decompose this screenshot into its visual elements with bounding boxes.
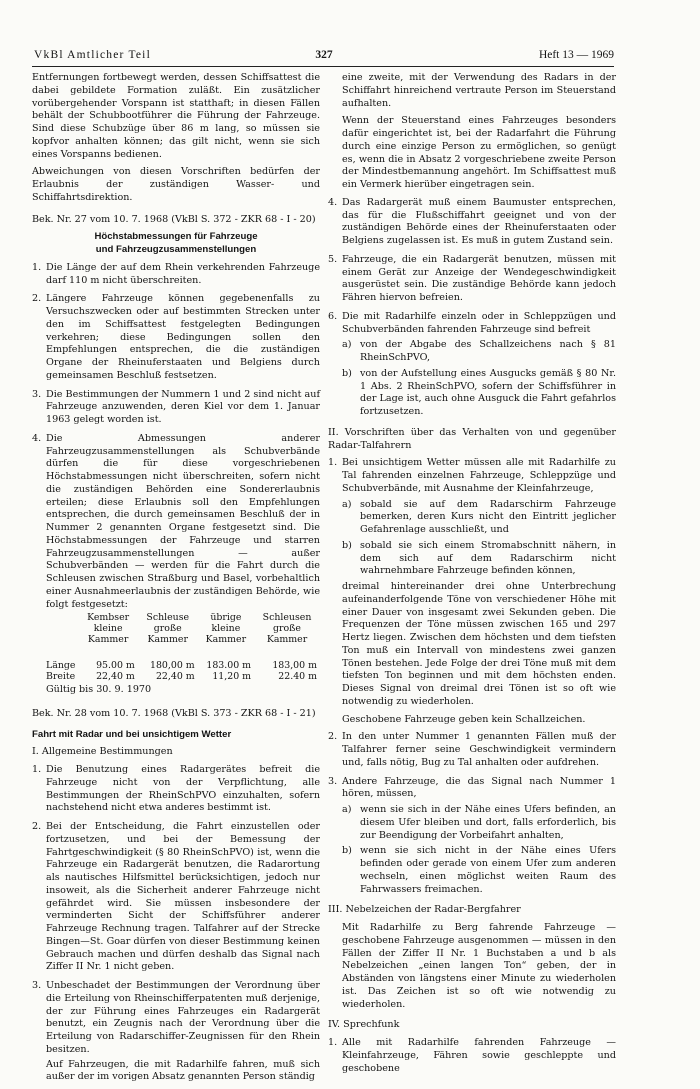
list-item: 2. Bei der Entscheidung, die Fahrt einzustellen oder fortzusetzen, und bei der Bemessung der Fahrtgeschwindigkeit (§ 80 RheinSchPVO) ist, wenn die Fahrzeuge ein Radargerät benutzen, die Radarortung als nautisches Hilfsmittel berücksichtigen, jedoch nur insoweit, als die Sicherheit anderer Fahrzeuge nicht gefährdet wird. Sie müssen insbesondere der verminderten Sicht der Schiffsführer anderer Fahrzeuge Rechnung tragen. Talfahrer auf der Strecke Bingen—St. Goar dürfen von dieser Bestimmung keinen Gebrauch machen und dürfen deshalb das Signal nach Ziffer II Nr. 1 nicht geben. <box>32 821 320 973</box>
list-item: 1. Alle mit Radarhilfe fahrenden Fahrzeuge — Kleinfahrzeuge, Fähren sowie geschleppte und geschobene <box>328 1037 616 1074</box>
right-column <box>328 72 616 1081</box>
list-item: 5. Fahrzeuge, die ein Radargerät benutzen, müssen mit einem Gerät zur Anzeige der Wendegeschwindigkeit ausgerüstet sein. Die zuständige Behörde kann jedoch Fähren hiervon befreien. <box>328 253 616 303</box>
column-header: Kembser kleine Kammer <box>87 612 130 645</box>
sub-item: b) von der Aufstellung eines Ausgucks gemäß § 80 Nr. 1 Abs. 2 RheinSchPVO, sofern der Schiffsführer in der Lage ist, auch ohne Ausguck die Fahrt gefahrlos fortzusetzen. <box>342 367 616 417</box>
paragraph: Abweichungen von diesen Vorschriften bedürfen der Erlaubnis der zuständigen Wasser- und Schiffahrtsdirektion. <box>32 166 320 203</box>
left-column <box>32 72 320 1089</box>
subsection-heading: III. Nebelzeichen der Radar-Bergfahrer <box>328 904 521 916</box>
list-item: 1. Die Benutzung eines Radargerätes befreit die Fahrzeuge nicht von der Verpflichtung, alle Bestimmungen der RheinSchPVO einzuhalten, sofern nachstehend nicht etwa anderes bestimmt ist. <box>32 764 320 814</box>
subsection-heading: I. Allgemeine Bestimmungen <box>32 746 173 758</box>
list-item: 3. Die Bestimmungen der Nummern 1 und 2 sind nicht auf Fahrzeuge anzuwenden, deren Kiel vor dem 1. Januar 1963 gelegt worden ist. <box>32 388 320 425</box>
page-number: 327 <box>315 49 333 61</box>
list-item: 1. Die Länge der auf dem Rhein verkehrenden Fahrzeuge darf 110 m nicht überschreiten. <box>32 261 320 286</box>
sub-item: a) sobald sie auf dem Radarschirm Fahrzeuge bemerken, deren Kurs nicht den Eintritt jeglicher Gefahrenlage ausschließt, und <box>342 498 616 535</box>
validity-note: Gültig bis 30. 9. 1970 <box>46 684 152 696</box>
paragraph: Mit Radarhilfe zu Berg fahrende Fahrzeuge — geschobene Fahrzeuge ausgenommen — müssen in den Fällen der Ziffer II Nr. 1 Buchstaben a und b als Nebelzeichen „einen langen Ton“ geben, der in Abständen von längstens einer Minute zu wiederholen ist. Das Zeichen ist so oft wie notwendig zu wiederholen. <box>342 922 616 1010</box>
list-item: 1. Bei unsichtigem Wetter müssen alle mit Radarhilfe zu Tal fahrenden einzelnen Fahrzeuge, Schleppzüge und Schubverbände, mit Ausnahme der Kleinfahrzeuge, <box>328 457 616 494</box>
sub-item: a) von der Abgabe des Schallzeichens nach § 81 RheinSchPVO, <box>342 339 616 363</box>
journal-title: VkBl Amtlicher Teil <box>34 49 151 61</box>
paragraph: dreimal hintereinander drei ohne Unterbrechung aufeinanderfolgende Töne von verschiedener Höhe mit einer Dauer von insgesamt zwei Sekunden geben. Die Frequenzen der Töne müssen zwischen 165 und 297 Hertz liegen. Zwischen dem höchsten und dem tiefsten Ton muß ein Intervall von mindestens zwei ganzen Tönen bestehen. Jede Folge der drei Töne muß mit dem tiefsten Ton beginnen und mit dem höchsten enden. Dieses Signal von dreimal drei Tönen ist so oft wie notwendig zu wiederholen. <box>342 581 616 707</box>
list-item: 4. Die Abmessungen anderer Fahrzeugzusammenstellungen als Schubverbände dürfen die für diese vorgeschriebenen Höchstabmessungen nicht überschreiten, sofern nicht die zuständigen Behörden eine Sondererlaubnis erteilen; diese Erlaubnis soll den Empfehlungen entsprechen, die durch gemeinsamen Beschluß der in Nummer 2 genannten Organe festgesetzt sind. Die Höchstabmessungen der Fahrzeuge und starren Fahrzeugzusammenstellungen — außer Schubverbänden — werden für die Fahrt durch die Schleusen zwischen Straßburg und Basel, vorbehaltlich einer Ausnahmeerlaubnis der zuständigen Behörde, wie folgt festgesetzt: <box>32 432 320 610</box>
list-item: 2. Längere Fahrzeuge können gegebenenfalls zu Versuchszwecken oder auf bestimmten Strecken unter den im Schiffsattest festgelegten Bedingungen verkehren; diese Bedingungen sollen den Empfehlungen entsprechen, die die zuständigen Organe der Rheinuferstaaten und Belgiens durch gemeinsamen Beschluß festsetzen. <box>32 293 320 381</box>
notice-reference: Bek. Nr. 27 vom 10. 7. 1968 (VkBl S. 372 - ZKR 68 - I - 20) <box>32 213 316 225</box>
subsection-heading: IV. Sprechfunk <box>328 1019 400 1031</box>
sub-item: b) sobald sie sich einem Stromabschnitt nähern, in dem sich auf dem Radarschirm nicht wahrnehmbare Fahrzeuge befinden können, <box>342 539 616 577</box>
notice-reference: Bek. Nr. 28 vom 10. 7. 1968 (VkBl S. 373 - ZKR 68 - I - 21) <box>32 707 316 719</box>
issue-label: Heft 13 — 1969 <box>538 49 614 61</box>
sub-item: b) wenn sie sich nicht in der Nähe eines Ufers befinden oder gerade von einem Ufer zum anderen wechseln, einen möglichst weiten Raum des Fahrwassers freimachen. <box>342 845 616 895</box>
list-item: 3. Andere Fahrzeuge, die das Signal nach Nummer 1 hören, müssen, <box>328 775 616 800</box>
paragraph: eine zweite, mit der Verwendung des Radars in der Schiffahrt hinreichend vertraute Person im Steuerstand aufhalten. <box>342 72 616 109</box>
column-header: Schleusen große Kammer <box>262 612 312 645</box>
sub-item: a) wenn sie sich in der Nähe eines Ufers befinden, an diesem Ufer bleiben und dort, falls erforderlich, bis zur Beendigung der Vorbeifahrt anhalten, <box>342 804 616 841</box>
list-item: 3. Unbeschadet der Bestimmungen der Verordnung über die Erteilung von Rheinschifferpatenten muß derjenige, der zur Führung eines Fahrzeuges ein Radargerät benutzt, ein Zeugnis nach der Verordnung über die Erteilung von Radarschiffer-Zeugnissen für den Rhein besitzen. <box>32 980 320 1055</box>
list-item: 2. In den unter Nummer 1 genannten Fällen muß der Talfahrer ferner seine Geschwindigkeit vermindern und, falls nötig, Bug zu Tal anhalten oder aufdrehen. <box>328 731 616 768</box>
paragraph: Wenn der Steuerstand eines Fahrzeuges besonders dafür eingerichtet ist, bei der Radarfahrt die Führung durch eine einzige Person zu ermöglichen, so genügt es, wenn die in Absatz 2 vorgeschriebene zweite Person der Mindestbemannung angehört. Im Schiffsattest muß ein Vermerk hierüber eingetragen sein. <box>342 115 616 190</box>
header-rule <box>32 66 614 67</box>
section-heading: Fahrt mit Radar und bei unsichtigem Wetter <box>32 728 232 740</box>
section-heading: Höchstabmessungen für Fahrzeuge und Fahrzeugzusammenstellungen <box>94 231 258 255</box>
paragraph: Auf Fahrzeugen, die mit Radarhilfe fahren, muß sich außer der im vorigen Absatz genannten Person ständig <box>46 1058 320 1083</box>
dimensions-table <box>46 613 320 683</box>
subsection-heading: II. Vorschriften über das Verhalten von und gegenüber Radar-Talfahrern <box>328 426 616 451</box>
column-header: übrige kleine Kammer <box>205 612 247 645</box>
page-header <box>34 48 614 64</box>
list-item: 6. Die mit Radarhilfe einzeln oder in Schleppzügen und Schubverbänden fahrenden Fahrzeuge sind befreit <box>328 310 616 335</box>
column-header: Schleuse große Kammer <box>146 612 190 645</box>
table-header-row <box>46 613 320 645</box>
list-item: 4. Das Radargerät muß einem Baumuster entsprechen, das für die Flußschiffahrt geeignet und von der zuständigen Behörde eines der Rheinuferstaaten oder Belgiens zugelassen ist. Es muß in gutem Zustand sein. <box>328 196 616 246</box>
paragraph: Entfernungen fortbewegt werden, dessen Schiffsattest die dabei gebildete Formation zuläßt. Ein zusätzlicher vorübergehender Vorspann ist statthaft; in diesen Fällen behält der Schubbootführer die Führung der Fahrzeuge. Sind diese Schubzüge über 86 m lang, so müssen sie kopfvor anhalten können; das gilt nicht, wenn sie sich eines Vorspanns bedienen. <box>32 72 320 160</box>
table-row: Breite 22,40 m 22,40 m 11,20 m 22.40 m <box>46 671 317 683</box>
table-row: Länge 95.00 m 180,00 m 183.00 m 183,00 m <box>46 659 317 671</box>
paragraph: Geschobene Fahrzeuge geben kein Schallzeichen. <box>342 713 586 725</box>
